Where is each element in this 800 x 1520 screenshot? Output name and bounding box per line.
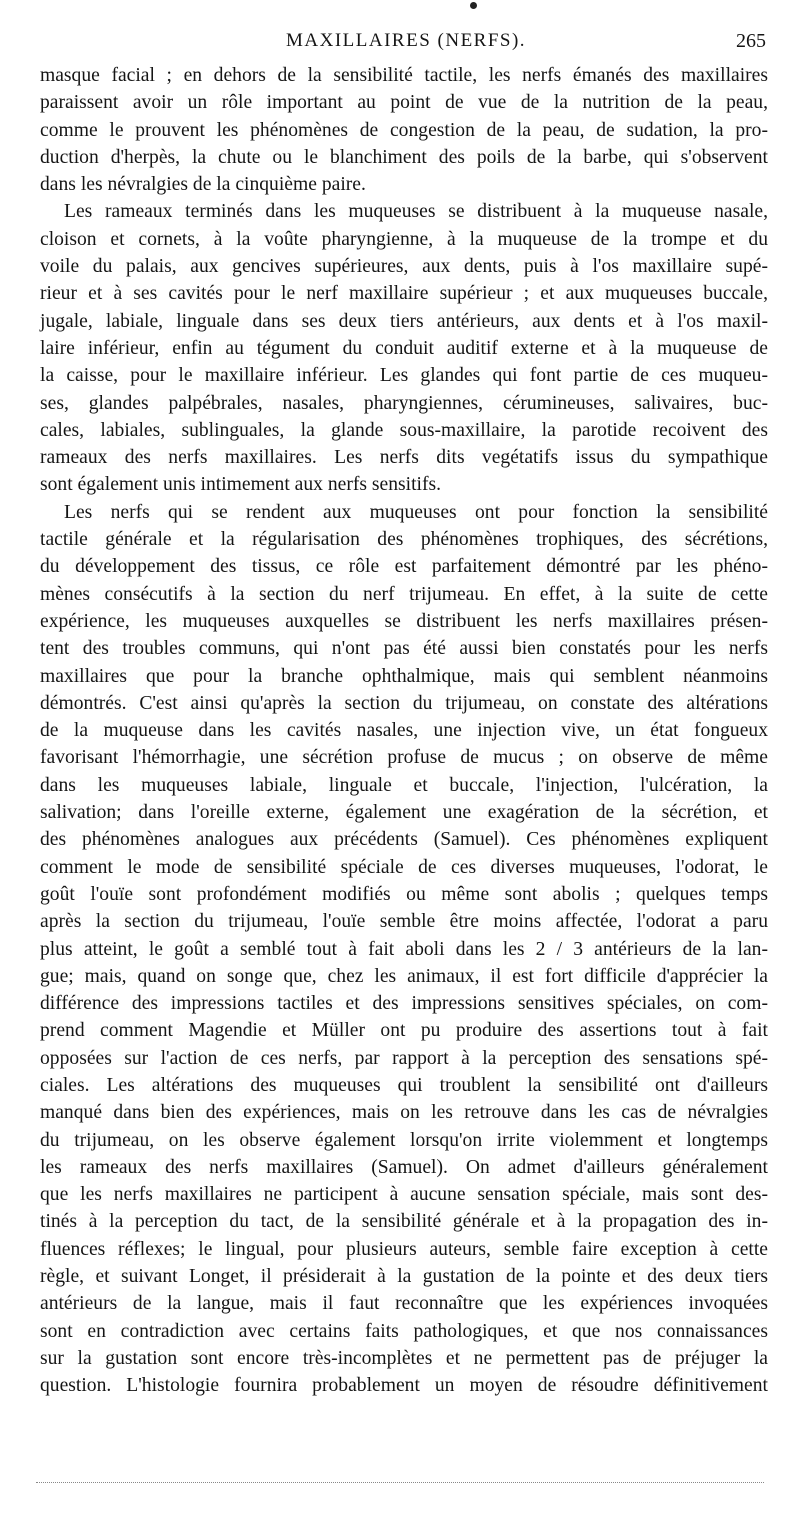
text-line: les rameaux des nerfs maxillaires (Samuel). On admet d'ailleurs généralement <box>40 1156 768 1178</box>
text-line: goût l'ouïe sont profondément modifiés ou même sont abolis ; quelques temps <box>40 883 768 905</box>
text-line: Les nerfs qui se rendent aux muqueuses ont pour fonction la sensibilité <box>64 501 768 523</box>
text-line: jugale, labiale, linguale dans ses deux tiers antérieurs, aux dents et à l'os maxil- <box>40 310 768 332</box>
text-line: cloison et cornets, à la voûte pharyngienne, à la muqueuse de la trompe et du <box>40 228 768 250</box>
text-line: comment le mode de sensibilité spéciale de ces diverses muqueuses, l'odorat, le <box>40 856 768 878</box>
footer-dotted-rule <box>36 1482 764 1483</box>
text-line: tent des troubles communs, qui n'ont pas été aussi bien constatés pour les nerfs <box>40 638 768 660</box>
text-line: salivation; dans l'oreille externe, également une exagération de la sécrétion, et <box>40 802 768 824</box>
text-line: opposées sur l'action de ces nerfs, par rapport à la perception des sensations spé- <box>40 1047 768 1069</box>
body-text <box>40 62 768 1400</box>
text-line: rieur et à ses cavités pour le nerf maxillaire supérieur ; et aux muqueuses buccale, <box>40 283 768 305</box>
text-line: plus atteint, le goût a semblé tout à fait aboli dans les 2 / 3 antérieurs de la lan- <box>40 938 768 960</box>
text-line: expérience, les muqueuses auxquelles se distribuent les nerfs maxillaires présen- <box>40 610 768 632</box>
text-line: sur la gustation sont encore très-incomplètes et ne permettent pas de préjuger la <box>40 1347 768 1369</box>
text-line: règle, et suivant Longet, il présiderait à la gustation de la pointe et des deux tiers <box>40 1266 768 1288</box>
text-line: question. L'histologie fournira probablement un moyen de résoudre définitivement <box>40 1375 768 1397</box>
text-line: du développement des tissus, ce rôle est parfaitement démontré par les phéno- <box>40 556 768 578</box>
text-line: fluences réflexes; le lingual, pour plusieurs auteurs, semble faire exception à cette <box>40 1238 768 1260</box>
text-line: ses, glandes palpébrales, nasales, pharyngiennes, cérumineuses, salivaires, buc- <box>40 392 768 414</box>
text-line: cales, labiales, sublinguales, la glande sous-maxillaire, la parotide recoivent des <box>40 419 768 441</box>
text-line: tinés à la perception du tact, de la sensibilité générale et à la propagation des in- <box>40 1211 768 1233</box>
text-line: comme le prouvent les phénomènes de congestion de la peau, de sudation, la pro- <box>40 119 768 141</box>
text-line: laire inférieur, enfin au tégument du conduit auditif externe et à la muqueuse de <box>40 337 768 359</box>
running-title: MAXILLAIRES (NERFS). <box>286 30 527 51</box>
text-line: favorisant l'hémorrhagie, une sécrétion profuse de mucus ; on observe de même <box>40 747 768 769</box>
text-line: duction d'herpès, la chute ou le blanchiment des poils de la barbe, qui s'observent <box>40 146 768 168</box>
text-line: dans les névralgies de la cinquième paire. <box>40 174 366 196</box>
text-line: des phénomènes analogues aux précédents (Samuel). Ces phénomènes expliquent <box>40 829 768 851</box>
text-line: que les nerfs maxillaires ne participent à aucune sensation spéciale, mais sont des- <box>40 1184 768 1206</box>
text-line: différence des impressions tactiles et des impressions sensitives spéciales, on com- <box>40 993 768 1015</box>
text-line: sont en contradiction avec certains faits pathologiques, et que nos connaissances <box>40 1320 768 1342</box>
text-line: Les rameaux terminés dans les muqueuses se distribuent à la muqueuse nasale, <box>64 201 768 223</box>
text-line: manqué dans bien des expériences, mais on les retrouve dans les cas de névralgies <box>40 1102 768 1124</box>
ink-dot <box>470 2 477 9</box>
text-line: du trijumeau, on les observe également lorsqu'on irrite violemment et longtemps <box>40 1129 768 1151</box>
text-line: rameaux des nerfs maxillaires. Les nerfs dits vegétatifs issus du sympathique <box>40 447 768 469</box>
text-line: de la muqueuse dans les cavités nasales, une injection vive, un état fongueux <box>40 720 768 742</box>
page-header <box>38 30 766 62</box>
text-line: après la section du trijumeau, l'ouïe semble être moins affectée, l'odorat a paru <box>40 911 768 933</box>
text-line: masque facial ; en dehors de la sensibilité tactile, les nerfs émanés des maxillaires <box>40 65 768 86</box>
text-line: gue; mais, quand on songe que, chez les animaux, il est fort difficile d'apprécier la <box>40 965 768 987</box>
text-line: maxillaires que pour la branche ophthalmique, mais qui semblent néanmoins <box>40 665 768 687</box>
text-line: mènes consécutifs à la section du nerf trijumeau. En effet, à la suite de cette <box>40 583 768 605</box>
text-line: prend comment Magendie et Müller ont pu produire des assertions tout à fait <box>40 1020 768 1042</box>
text-line: sont également unis intimement aux nerfs sensitifs. <box>40 474 442 496</box>
text-line: antérieurs de la langue, mais il faut reconnaître que les expériences invoquées <box>40 1293 768 1315</box>
text-line: tactile générale et la régularisation des phénomènes trophiques, des sécrétions, <box>40 529 768 551</box>
text-line: paraissent avoir un rôle important au point de vue de la nutrition de la peau, <box>40 92 768 114</box>
text-line: dans les muqueuses labiale, linguale et buccale, l'injection, l'ulcération, la <box>40 774 768 796</box>
text-line: la caisse, pour le maxillaire inférieur. Les glandes qui font partie de ces muqueu- <box>40 365 768 387</box>
text-line: ciales. Les altérations des muqueuses qui troublent la sensibilité ont d'ailleurs <box>40 1074 768 1096</box>
text-line: démontrés. C'est ainsi qu'après la section du trijumeau, on constate des altérations <box>40 692 768 714</box>
page-number: 265 <box>736 30 766 52</box>
text-line: voile du palais, aux gencives supérieures, aux dents, puis à l'os maxillaire supé- <box>40 256 768 278</box>
